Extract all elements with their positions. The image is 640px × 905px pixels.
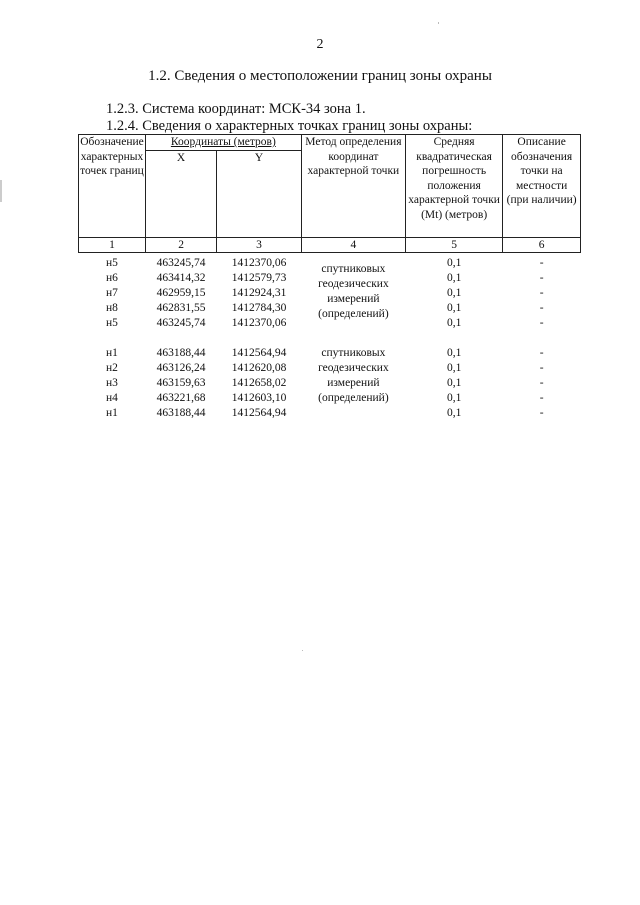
table-row <box>79 346 581 361</box>
column-number: 6 <box>503 237 581 253</box>
point-id: н6 <box>106 272 118 285</box>
coord-y: 1412564,94 <box>231 407 287 420</box>
point-id: н2 <box>106 362 118 375</box>
point-id: н3 <box>106 377 118 390</box>
coord-y: 1412579,73 <box>231 272 287 285</box>
coord-x: 463245,74 <box>156 317 206 330</box>
point-id: н1 <box>106 347 118 360</box>
header-description: Описание обозначения точки на местности (при наличии) <box>503 135 581 238</box>
description-value: - <box>539 302 544 315</box>
description-value: - <box>539 392 544 405</box>
description-value: - <box>539 257 544 270</box>
scan-mark <box>438 22 439 24</box>
section-title: 1.2. Сведения о местоположении границ зоны охраны <box>148 68 492 84</box>
coord-x: 463188,44 <box>156 407 206 420</box>
column-number: 4 <box>301 237 405 253</box>
table-row <box>79 256 581 271</box>
coord-x: 462959,15 <box>156 287 206 300</box>
coord-x: 463126,24 <box>156 362 206 375</box>
header-y: Y <box>217 150 302 237</box>
point-id: н4 <box>106 392 118 405</box>
error-value: 0,1 <box>446 257 462 270</box>
method-text: спутниковых геодезических измерений (определений) <box>318 347 389 404</box>
error-value: 0,1 <box>446 302 462 315</box>
coord-x: 463159,63 <box>156 377 206 390</box>
description-value: - <box>539 287 544 300</box>
column-number: 2 <box>145 237 216 253</box>
description-value: - <box>539 362 544 375</box>
column-number: 1 <box>79 237 146 253</box>
column-number: 3 <box>217 237 302 253</box>
header-point-id: Обозначение характерных точек границ <box>79 135 146 238</box>
point-id: н5 <box>106 317 118 330</box>
scan-speck <box>302 650 303 651</box>
error-value: 0,1 <box>446 392 462 405</box>
coord-y: 1412370,06 <box>231 317 287 330</box>
description-value: - <box>539 347 544 360</box>
point-id: н1 <box>106 407 118 420</box>
coord-y: 1412603,10 <box>231 392 287 405</box>
error-value: 0,1 <box>446 272 462 285</box>
coord-x: 463414,32 <box>156 272 206 285</box>
coord-y: 1412370,06 <box>231 257 287 270</box>
scan-edge-mark <box>0 180 2 202</box>
header-error: Средняя квадратическая погрешность положения характерной точки (Mt) (метров) <box>406 135 503 238</box>
coordinate-system-line: 1.2.3. Система координат: МСК-34 зона 1. <box>106 101 366 117</box>
coord-x: 463221,68 <box>156 392 206 405</box>
coord-y: 1412784,30 <box>231 302 287 315</box>
description-value: - <box>539 407 544 420</box>
description-value: - <box>539 377 544 390</box>
point-id: н5 <box>106 257 118 270</box>
page-number: 2 <box>316 37 324 52</box>
header-x: X <box>145 150 216 237</box>
coord-y: 1412924,31 <box>231 287 287 300</box>
boundary-points-table <box>78 134 581 421</box>
error-value: 0,1 <box>446 407 462 420</box>
boundary-points-caption: 1.2.4. Сведения о характерных точках границ зоны охраны: <box>106 118 473 134</box>
coord-y: 1412620,08 <box>231 362 287 375</box>
header-method: Метод определения координат характерной точки <box>301 135 405 238</box>
coord-x: 463188,44 <box>156 347 206 360</box>
error-value: 0,1 <box>446 287 462 300</box>
coord-y: 1412658,02 <box>231 377 287 390</box>
error-value: 0,1 <box>446 362 462 375</box>
description-value: - <box>539 272 544 285</box>
description-value: - <box>539 317 544 330</box>
error-value: 0,1 <box>446 377 462 390</box>
point-id: н7 <box>106 287 118 300</box>
method-text: спутниковых геодезических измерений (определений) <box>318 263 389 320</box>
column-number: 5 <box>406 237 503 253</box>
error-value: 0,1 <box>446 317 462 330</box>
coord-x: 463245,74 <box>156 257 206 270</box>
header-coordinates: Координаты (метров) <box>145 135 301 151</box>
error-value: 0,1 <box>446 347 462 360</box>
coord-y: 1412564,94 <box>231 347 287 360</box>
point-id: н8 <box>106 302 118 315</box>
column-numbers-row <box>79 237 581 253</box>
coord-x: 462831,55 <box>156 302 206 315</box>
